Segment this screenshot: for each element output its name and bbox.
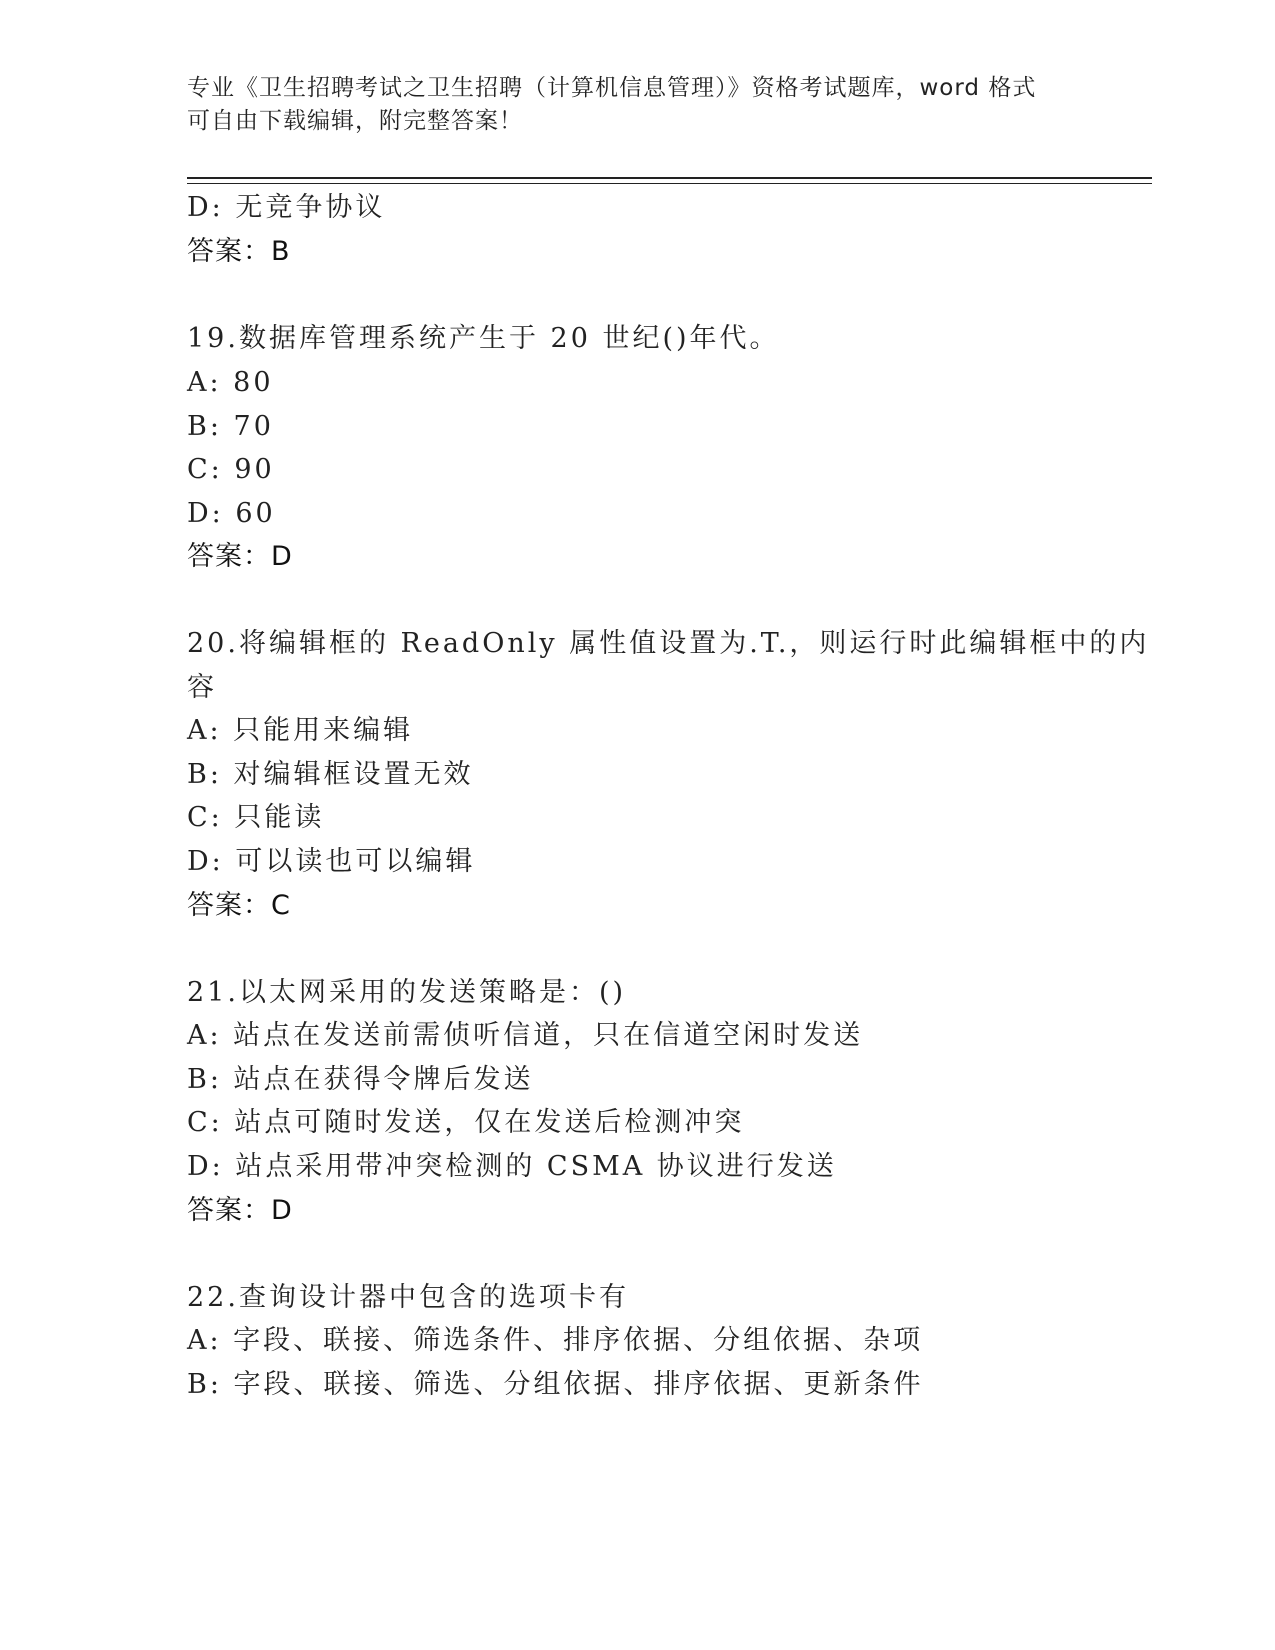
- question-22-option-b: B: 字段、联接、筛选、分组依据、排序依据、更新条件: [187, 1369, 924, 1400]
- question-21-option-c: C: 站点可随时发送，仅在发送后检测冲突: [187, 1107, 745, 1138]
- question-19-option-d: D: 60: [187, 498, 276, 529]
- question-21-option-b: B: 站点在获得令牌后发送: [187, 1064, 534, 1095]
- header-rule-thin: [187, 183, 1152, 184]
- question-21-option-d: D: 站点采用带冲突检测的 CSMA 协议进行发送: [187, 1151, 837, 1182]
- document-header: [187, 72, 1087, 138]
- question-20-stem-line-2: 容: [187, 672, 217, 703]
- question-20-option-c: C: 只能读: [187, 802, 325, 833]
- prev-option-d: D: 无竞争协议: [187, 192, 386, 223]
- header-rule-thick: [187, 177, 1152, 179]
- header-line-1: 专业《卫生招聘考试之卫生招聘（计算机信息管理）》资格考试题库，word 格式: [187, 75, 1037, 101]
- question-22-option-a: A: 字段、联接、筛选条件、排序依据、分组依据、杂项: [187, 1325, 924, 1356]
- question-20-option-a: A: 只能用来编辑: [187, 715, 414, 746]
- question-21-answer: 答案：D: [187, 1195, 293, 1226]
- question-22-stem: 22.查询设计器中包含的选项卡有: [187, 1282, 629, 1313]
- question-21-option-a: A: 站点在发送前需侦听信道，只在信道空闲时发送: [187, 1020, 864, 1051]
- question-20-option-b: B: 对编辑框设置无效: [187, 759, 474, 790]
- prev-answer: 答案：B: [187, 236, 291, 267]
- question-20-stem-line-1: 20.将编辑框的 ReadOnly 属性值设置为.T.，则运行时此编辑框中的内: [187, 628, 1150, 659]
- question-19-option-c: C: 90: [187, 454, 275, 485]
- question-21-stem: 21.以太网采用的发送策略是：(): [187, 977, 627, 1008]
- question-19-option-b: B: 70: [187, 411, 274, 442]
- question-19-option-a: A: 80: [187, 367, 274, 398]
- question-19-stem: 19.数据库管理系统产生于 20 世纪()年代。: [187, 323, 780, 354]
- question-20-option-d: D: 可以读也可以编辑: [187, 846, 476, 877]
- question-20-answer: 答案：C: [187, 890, 291, 921]
- header-line-2: 可自由下载编辑，附完整答案！: [187, 108, 523, 134]
- question-19-answer: 答案：D: [187, 541, 293, 572]
